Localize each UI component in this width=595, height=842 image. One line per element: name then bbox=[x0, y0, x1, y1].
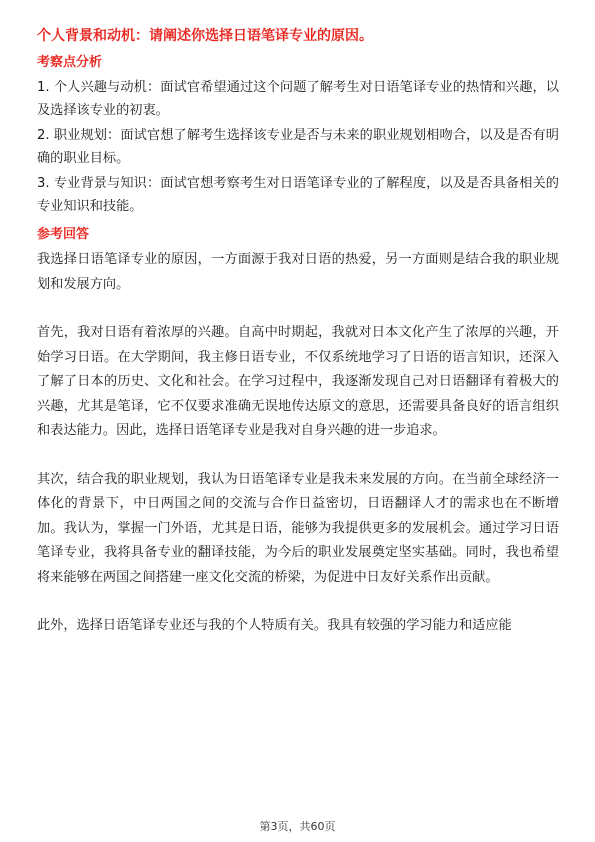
analysis-point: 2. 职业规划：面试官想了解考生选择该专业是否与未来的职业规划相吻合，以及是否有明确的职业目标。 bbox=[37, 128, 559, 166]
answer-paragraph: 此外，选择日语笔译专业还与我的个人特质有关。我具有较强的学习能力和适应能 bbox=[37, 618, 512, 633]
analysis-point: 3. 专业背景与知识：面试官想考察考生对日语笔译专业的了解程度，以及是否具备相关的专业知识和技能。 bbox=[37, 176, 559, 214]
answer-paragraph: 首先，我对日语有着浓厚的兴趣。自高中时期起，我就对日本文化产生了浓厚的兴趣，开始学习日语。在大学期间，我主修日语专业，不仅系统地学习了日语的语言知识，还深入了解了日本的历史、文化和社会。在学习过程中，我逐渐发现自己对日语翻译有着极大的兴趣，尤其是笔译，它不仅要求准确无误地传达原文的意思，还需要具备良好的语言组织和表达能力。因此，选择日语笔译专业是我对自身兴趣的进一步追求。 bbox=[37, 325, 559, 438]
question-title: 个人背景和动机：请阐述你选择日语笔译专业的原因。 bbox=[37, 28, 373, 44]
answer-heading: 参考回答 bbox=[37, 227, 90, 242]
answer-paragraph: 我选择日语笔译专业的原因，一方面源于我对日语的热爱，另一方面则是结合我的职业规划和发展方向。 bbox=[37, 252, 559, 292]
answer-paragraph: 其次，结合我的职业规划，我认为日语笔译专业是我未来发展的方向。在当前全球经济一体化的背景下，中日两国之间的交流与合作日益密切，日语翻译人才的需求也在不断增加。我认为，掌握一门外语，尤其是日语，能够为我提供更多的发展机会。通过学习日语笔译专业，我将具备专业的翻译技能，为今后的职业发展奠定坚实基础。同时，我也希望将来能够在两国之间搭建一座文化交流的桥梁，为促进中日友好关系作出贡献。 bbox=[37, 471, 559, 585]
analysis-heading: 考察点分析 bbox=[37, 55, 103, 70]
page-content bbox=[37, 26, 559, 639]
analysis-point: 1. 个人兴趣与动机：面试官希望通过这个问题了解考生对日语笔译专业的热情和兴趣，以及选择该专业的初衷。 bbox=[37, 80, 559, 118]
page-number: 第3页，共60页 bbox=[259, 820, 336, 833]
